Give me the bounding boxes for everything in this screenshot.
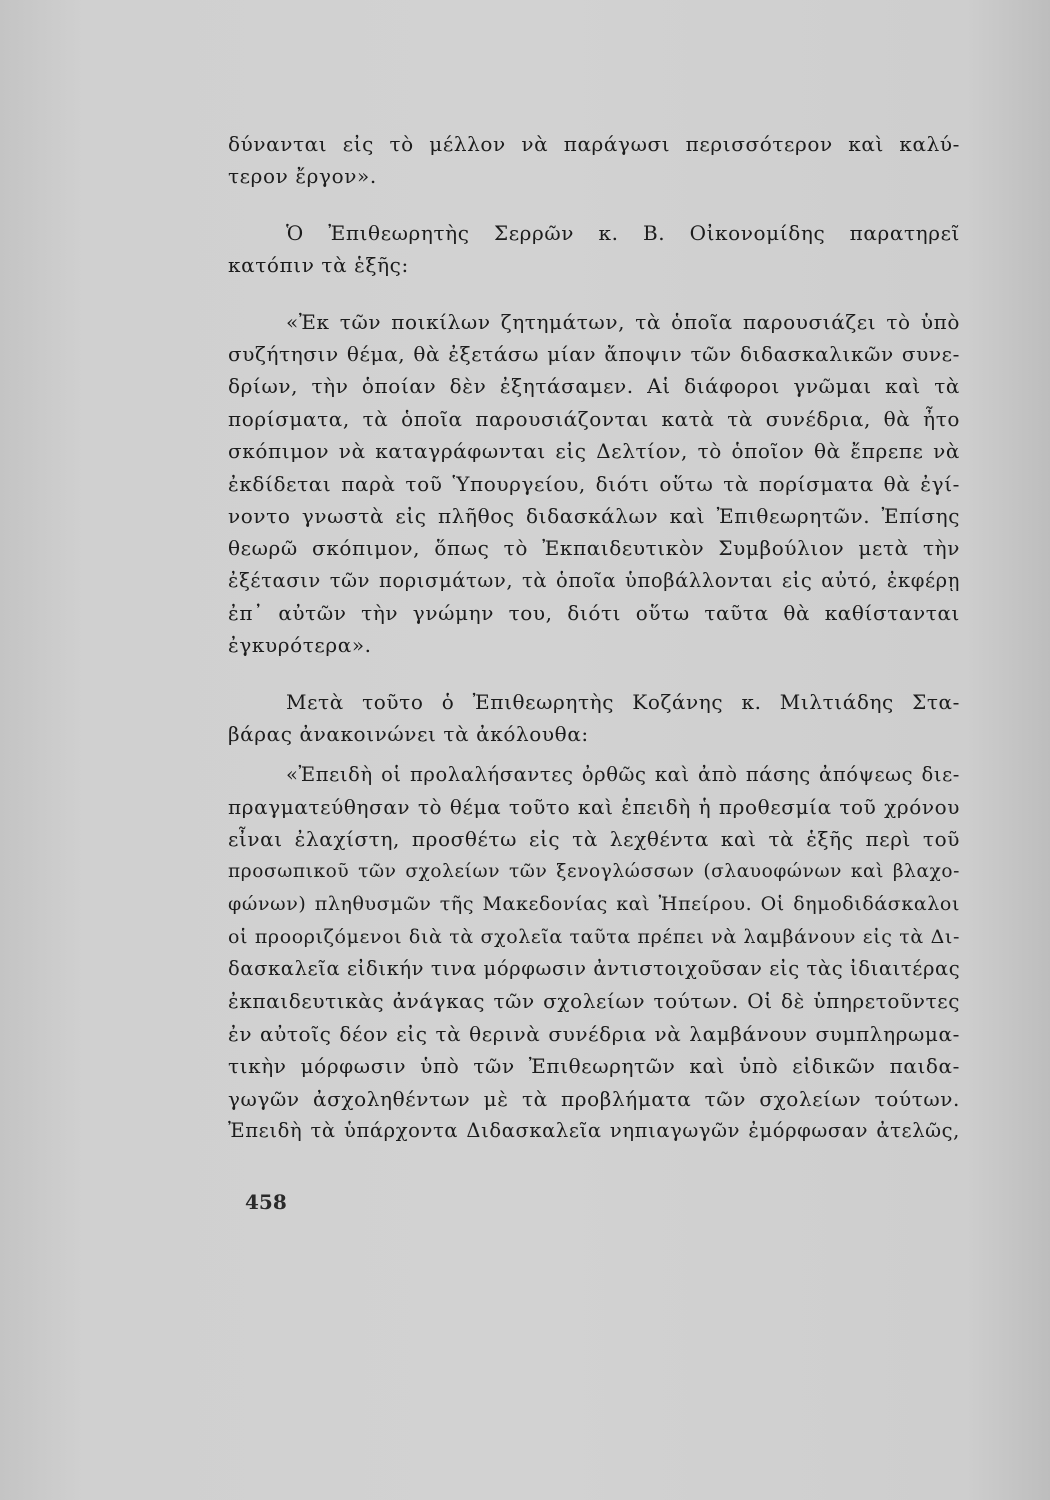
text-line: πορίσματα, τὰ ὁποῖα παρουσιάζονται κατὰ τὰ συνέδρια, θὰ ἦτο xyxy=(228,406,960,431)
text-line: Ἐπειδὴ τὰ ὑπάρχοντα Διδασκαλεῖα νηπιαγωγῶν ἐμόρφωσαν ἀτελῶς, xyxy=(228,1118,960,1142)
text-line: Μετὰ τοῦτο ὁ Ἐπιθεωρητὴς Κοζάνης κ. Μιλτιάδης Στα- xyxy=(286,689,960,714)
body-text xyxy=(228,128,960,1147)
text-line: σκόπιμον νὰ καταγράφωνται εἰς Δελτίον, τὸ ὁποῖον θὰ ἔπρεπε νὰ xyxy=(228,439,960,464)
text-line: τικὴν μόρφωσιν ὑπὸ τῶν Ἐπιθεωρητῶν καὶ ὑπὸ εἰδικῶν παιδα- xyxy=(228,1054,960,1079)
text-line: νοντο γνωστὰ εἰς πλῆθος διδασκάλων καὶ Ἐπιθεωρητῶν. Ἐπίσης xyxy=(228,503,960,528)
text-line: κατόπιν τὰ ἑξῆς: xyxy=(228,253,409,278)
text-line: οἱ προοριζόμενοι διὰ τὰ σχολεῖα ταῦτα πρέπει νὰ λαμβάνουν εἰς τὰ Δι- xyxy=(228,925,960,948)
text-line: ἐν αὐτοῖς δέον εἰς τὰ θερινὰ συνέδρια νὰ λαμβάνουν συμπληρωμα- xyxy=(228,1021,960,1046)
text-line: ἐπ᾿ αὐτῶν τὴν γνώμην του, διότι οὕτω ταῦτα θὰ καθίστανται xyxy=(228,601,960,626)
text-line: πραγματεύθησαν τὸ θέμα τοῦτο καὶ ἐπειδὴ ἡ προθεσμία τοῦ χρόνου xyxy=(228,795,960,820)
text-line: ἐκπαιδευτικὰς ἀνάγκας τῶν σχολείων τούτων. Οἱ δὲ ὑπηρετοῦντες xyxy=(228,989,960,1014)
text-line: ἐγκυρότερα». xyxy=(228,633,372,658)
text-line: «Ἐκ τῶν ποικίλων ζητημάτων, τὰ ὁποῖα παρουσιάζει τὸ ὑπὸ xyxy=(286,309,960,334)
text-line: προσωπικοῦ τῶν σχολείων τῶν ξενογλώσσων (σλαυοφώνων καὶ βλαχο- xyxy=(228,860,960,882)
text-line: εἶναι ἐλαχίστη, προσθέτω εἰς τὰ λεχθέντα καὶ τὰ ἑξῆς περὶ τοῦ xyxy=(228,827,960,852)
text-line: τερον ἔργον». xyxy=(228,164,377,189)
text-line: ἐκδίδεται παρὰ τοῦ Ὑπουργείου, διότι οὕτω τὰ πορίσματα θὰ ἐγί- xyxy=(228,471,960,496)
text-line: θεωρῶ σκόπιμον, ὅπως τὸ Ἐκπαιδευτικὸν Συμβούλιον μετὰ τὴν xyxy=(228,536,960,561)
text-line: δύνανται εἰς τὸ μέλλον νὰ παράγωσι περισσότερον καὶ καλύ- xyxy=(228,132,960,156)
text-line: βάρας ἀνακοινώνει τὰ ἀκόλουθα: xyxy=(228,722,589,747)
page-number: 458 xyxy=(245,1190,287,1214)
text-line: Ὁ Ἐπιθεωρητὴς Σερρῶν κ. Β. Οἰκονομίδης παρατηρεῖ xyxy=(286,220,960,245)
text-line: δασκαλεῖα εἰδικήν τινα μόρφωσιν ἀντιστοιχοῦσαν εἰς τὰς ἰδιαιτέρας xyxy=(228,956,960,980)
text-line: γωγῶν ἀσχοληθέντων μὲ τὰ προβλήματα τῶν σχολείων τούτων. xyxy=(228,1086,960,1111)
text-line: φώνων) πληθυσμῶν τῆς Μακεδονίας καὶ Ἠπείρου. Οἱ δημοδιδάσκαλοι xyxy=(228,893,960,916)
text-line: συζήτησιν θέμα, θὰ ἐξετάσω μίαν ἄποψιν τῶν διδασκαλικῶν συνε- xyxy=(228,341,960,366)
text-line: «Ἐπειδὴ οἱ προλαλήσαντες ὀρθῶς καὶ ἀπὸ πάσης ἀπόψεως διε- xyxy=(286,762,960,786)
text-line: δρίων, τὴν ὁποίαν δὲν ἐξητάσαμεν. Αἱ διάφοροι γνῶμαι καὶ τὰ xyxy=(228,374,960,399)
text-line: ἐξέτασιν τῶν πορισμάτων, τὰ ὁποῖα ὑποβάλλονται εἰς αὐτό, ἐκφέρῃ xyxy=(228,568,960,592)
